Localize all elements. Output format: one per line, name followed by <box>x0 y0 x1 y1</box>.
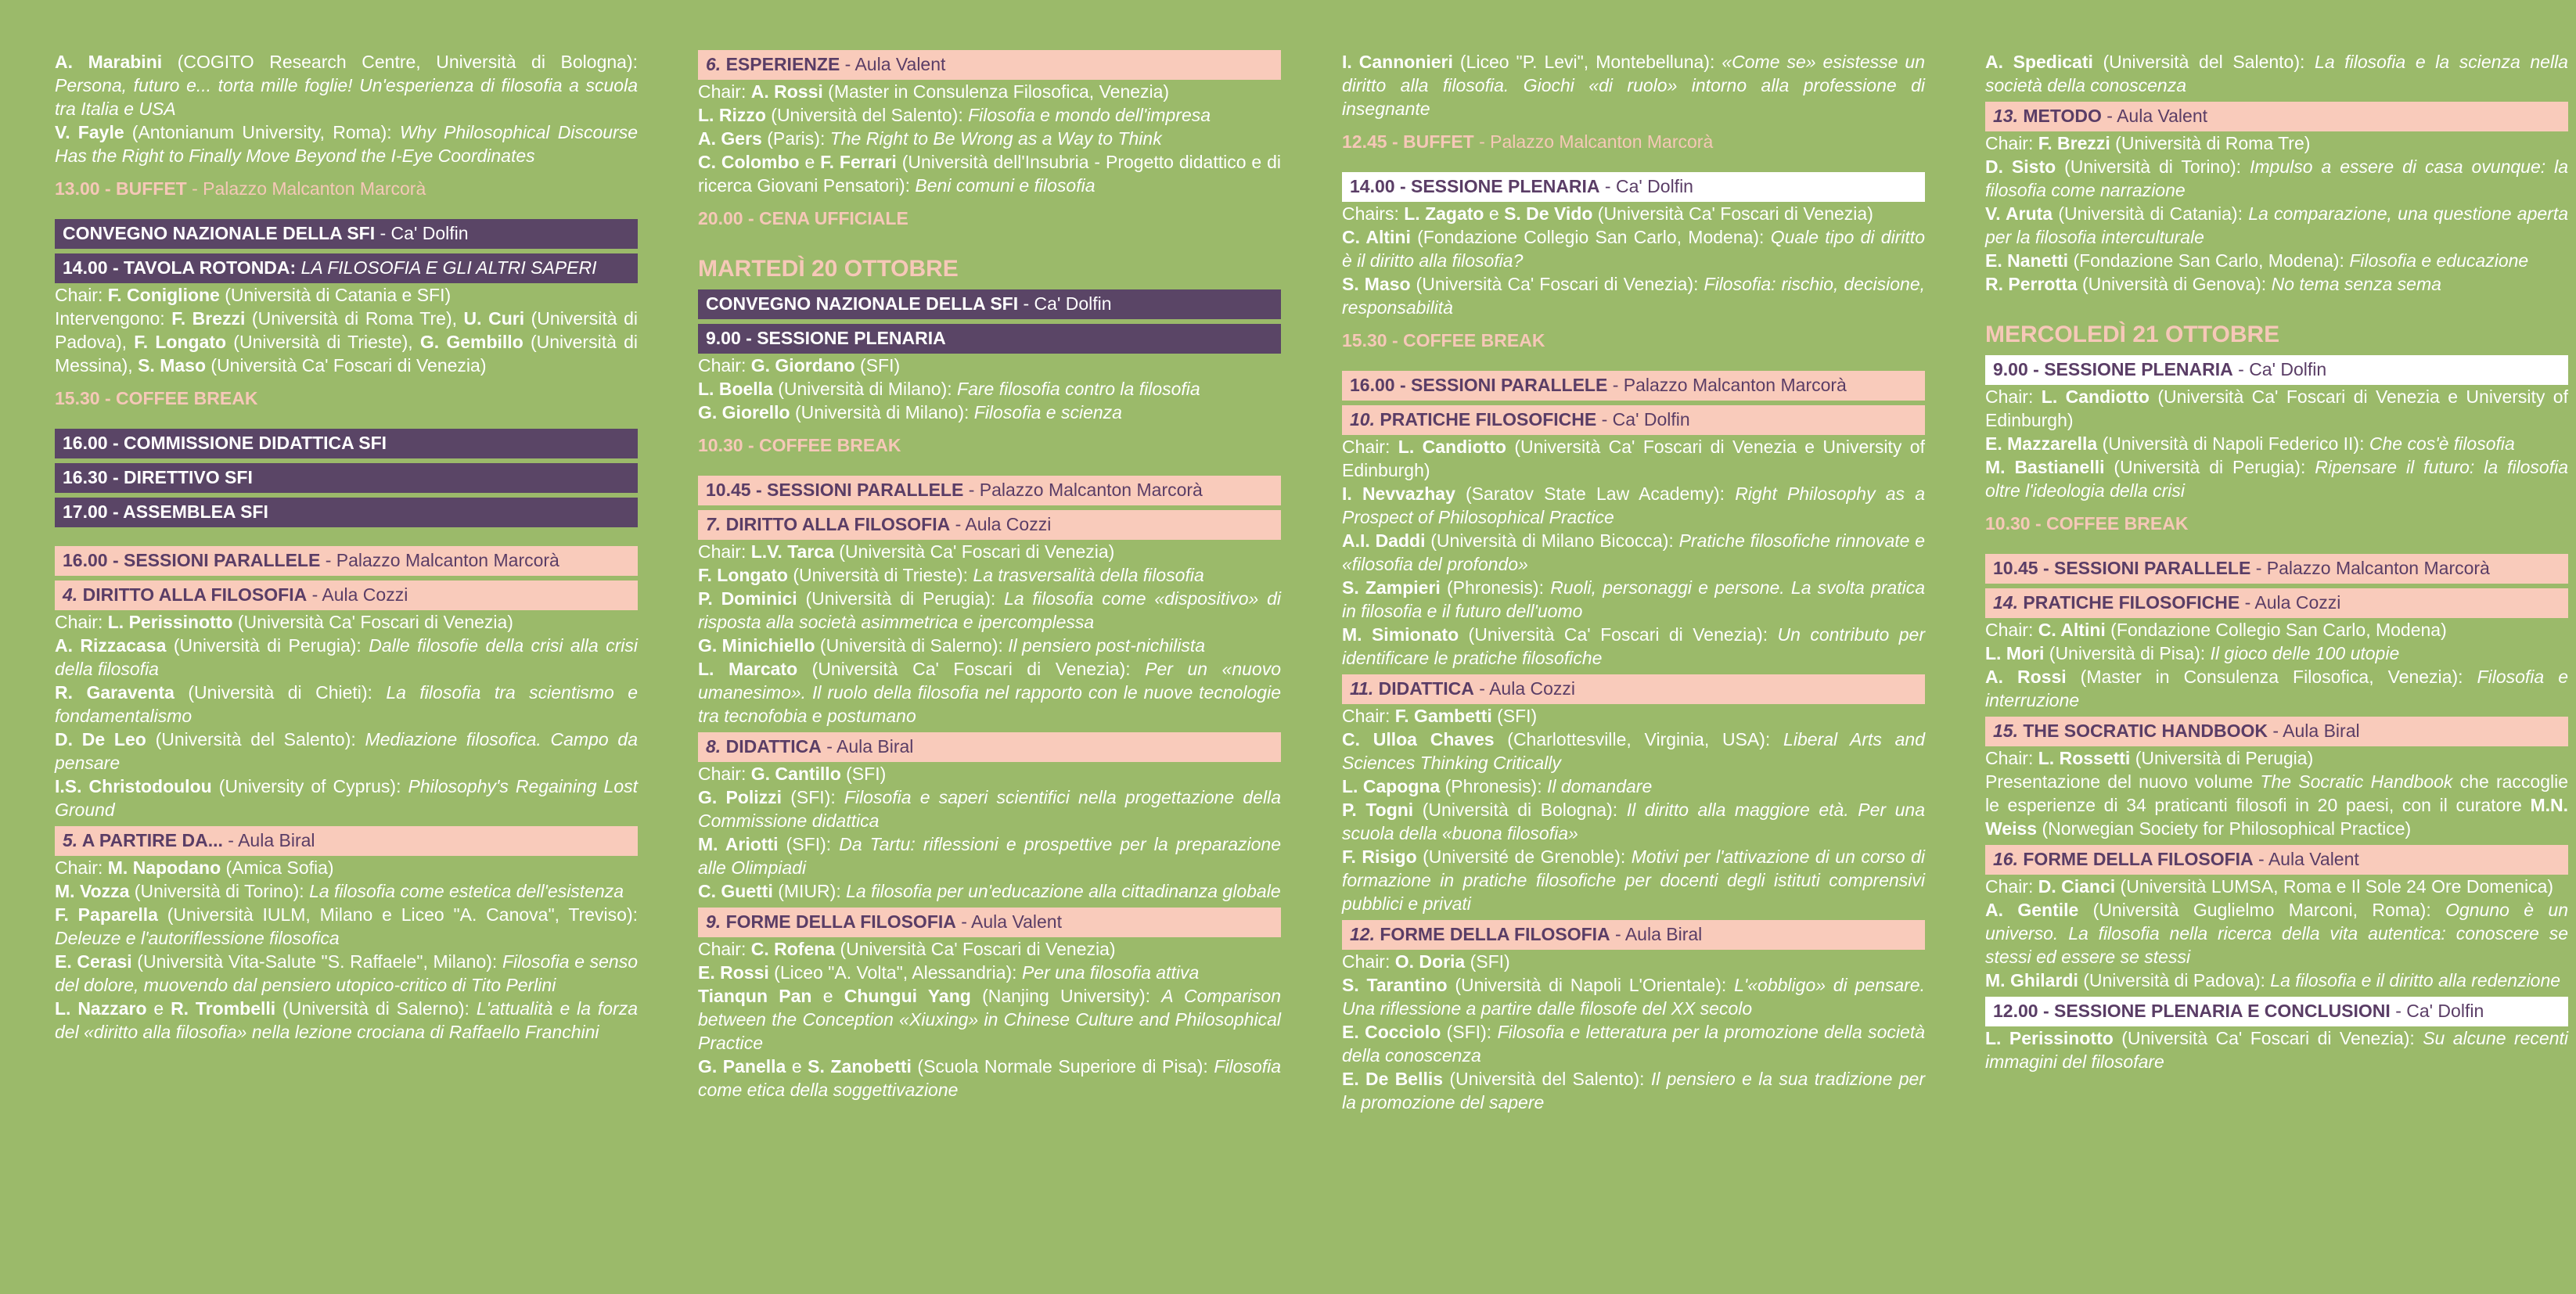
program-entry: V. Aruta (Università di Catania): La comparazione, una questione aperta per la filosofia interculturale <box>1985 203 2568 247</box>
program-entry: D. De Leo (Università del Salento): Mediazione filosofica. Campo da pensare <box>55 729 638 773</box>
spacer <box>1342 352 1925 371</box>
spacer <box>1342 153 1925 172</box>
session-heading: CONVEGNO NAZIONALE DELLA SFI - Ca' Dolfin <box>55 219 638 249</box>
program-entry: L. Mori (Università di Pisa): Il gioco delle 100 utopie <box>1985 643 2400 663</box>
program-entry: E. Mazzarella (Università di Napoli Federico II): Che cos'è filosofia <box>1985 433 2515 454</box>
session-heading: 16. FORME DELLA FILOSOFIA - Aula Valent <box>1985 845 2568 875</box>
program-entry: M. Bastianelli (Università di Perugia): Ripensare il futuro: la filosofia oltre l'ideologia della crisi <box>1985 457 2568 501</box>
session-heading: 4. DIRITTO ALLA FILOSOFIA - Aula Cozzi <box>55 581 638 610</box>
session-heading: 10.45 - SESSIONI PARALLELE - Palazzo Malcanton Marcorà <box>698 476 1281 505</box>
session-heading: 7. DIRITTO ALLA FILOSOFIA - Aula Cozzi <box>698 510 1281 540</box>
column-4 <box>1985 50 2568 1073</box>
program-entry: S. Tarantino (Università di Napoli L'Orientale): L'«obbligo» di pensare. Una riflessione a partire dalle filosofe del XX secolo <box>1342 975 1925 1019</box>
program-note: 15.30 - COFFEE BREAK <box>1342 330 1545 350</box>
program-entry: A. Spedicati (Università del Salento): La filosofia e la scienza nella società della conoscenza <box>1985 52 2568 95</box>
spacer <box>1985 502 2568 512</box>
program-entry: I. Nevvazhay (Saratov State Law Academy): Right Philosophy as a Prospect of Philosophical Practice <box>1342 483 1925 527</box>
session-heading: 16.00 - COMMISSIONE DIDATTICA SFI <box>55 429 638 458</box>
spacer <box>1985 296 2568 319</box>
session-heading: 8. DIDATTICA - Aula Biral <box>698 732 1281 762</box>
program-entry: A. Rizzacasa (Università di Perugia): Dalle filosofie della crisi alla crisi della filosofia <box>55 635 638 679</box>
session-heading: 9.00 - SESSIONE PLENARIA <box>698 324 1281 354</box>
session-heading: CONVEGNO NAZIONALE DELLA SFI - Ca' Dolfin <box>698 289 1281 319</box>
program-entry: G. Giorello (Università di Milano): Filosofia e scienza <box>698 402 1122 422</box>
program-entry: A. Gers (Paris): The Right to Be Wrong as a Way to Think <box>698 128 1162 149</box>
program-entry: G. Panella e S. Zanobetti (Scuola Normale Superiore di Pisa): Filosofia come etica della soggettivazione <box>698 1056 1281 1100</box>
program-entry: E. Cocciolo (SFI): Filosofia e letteratura per la promozione della società della conoscenza <box>1342 1022 1925 1066</box>
program-entry: R. Perrotta (Università di Genova): No tema senza sema <box>1985 274 2441 294</box>
program-entry: Tianqun Pan e Chungui Yang (Nanjing University): A Comparison between the Conception «Xiuxing» in Chinese Culture and Philosophical Practice <box>698 986 1282 1053</box>
program-entry: A.I. Daddi (Università di Milano Bicocca): Pratiche filosofiche rinnovate e «filosofia del profondo» <box>1342 530 1926 574</box>
program-entry: E. Nanetti (Fondazione San Carlo, Modena): Filosofia e educazione <box>1985 250 2529 271</box>
program-entry: L. Rizzo (Università del Salento): Filosofia e mondo dell'impresa <box>698 105 1211 125</box>
session-heading: 6. ESPERIENZE - Aula Valent <box>698 50 1281 80</box>
program-entry: C. Ulloa Chaves (Charlottesville, Virginia, USA): Liberal Arts and Sciences Thinking Critically <box>1342 729 1925 773</box>
session-heading: 16.00 - SESSIONI PARALLELE - Palazzo Malcanton Marcorà <box>55 546 638 576</box>
session-heading: 10. PRATICHE FILOSOFICHE - Ca' Dolfin <box>1342 405 1925 435</box>
session-heading: 16.30 - DIRETTIVO SFI <box>55 463 638 493</box>
spacer <box>55 167 638 177</box>
program-entry: Presentazione del nuovo volume The Socratic Handbook che raccoglie le esperienze di 34 praticanti filosofi in 20 paesi, con il curatore M.N. Weiss (Norwegian Society for Philosophical Practice) <box>1985 771 2568 839</box>
spacer <box>55 200 638 219</box>
program-entry: Chair: L.V. Tarca (Università Ca' Foscari di Venezia) <box>698 541 1115 562</box>
program-entry: I.S. Christodoulou (University of Cyprus): Philosophy's Regaining Lost Ground <box>55 776 639 820</box>
program-entry: F. Longato (Università di Trieste): La trasversalità della filosofia <box>698 565 1204 585</box>
program-entry: F. Risigo (Université de Grenoble): Motivi per l'attivazione di un corso di formazione in pratiche filosofiche per docenti degli istituti comprensivi pubblici e privati <box>1342 846 1925 914</box>
program-entry: M. Vozza (Università di Torino): La filosofia come estetica dell'esistenza <box>55 881 624 901</box>
program-entry: D. Sisto (Università di Torino): Impulso a essere di casa ovunque: la filosofia come narrazione <box>1985 156 2568 200</box>
program-entry: I. Cannonieri (Liceo "P. Levi", Montebelluna): «Come se» esistesse un diritto alla filosofia. Giochi «di ruolo» intorno alla professione di insegnante <box>1342 52 1926 119</box>
program-entry: L. Marcato (Università Ca' Foscari di Venezia): Per un «nuovo umanesimo». Il ruolo della filosofia nel rapporto con le nuove tecnologie tra tecnofobia e postumano <box>698 659 1281 726</box>
program-entry: Chair: F. Brezzi (Università di Roma Tre) <box>1985 133 2311 153</box>
spacer <box>698 197 1281 207</box>
program-entry: L. Nazzaro e R. Trombelli (Università di Salerno): L'attualità e la forza del «diritto alla filosofia» nella lezione crociana di Raffaello Franchini <box>55 998 639 1042</box>
session-heading: 5. A PARTIRE DA... - Aula Biral <box>55 826 638 856</box>
program-entry: P. Dominici (Università di Perugia): La filosofia come «dispositivo» di risposta alla società asimmetrica e ipercomplessa <box>698 588 1281 632</box>
program-entry: Chair: A. Rossi (Master in Consulenza Filosofica, Venezia) <box>698 81 1170 102</box>
program-entry: G. Minichiello (Università di Salerno): Il pensiero post-nichilista <box>698 635 1206 656</box>
program-entry: M. Ghilardi (Università di Padova): La filosofia e il diritto alla redenzione <box>1985 970 2561 990</box>
program-entry: Chair: O. Doria (SFI) <box>1342 951 1510 972</box>
column-3 <box>1342 50 1925 1114</box>
program-note: 13.00 - BUFFET - Palazzo Malcanton Marcorà <box>55 178 426 199</box>
program-entry: Chair: C. Rofena (Università Ca' Foscari di Venezia) <box>698 939 1116 959</box>
program-entry: Chair: F. Coniglione (Università di Catania e SFI) <box>55 285 452 305</box>
day-heading: MERCOLEDÌ 21 OTTOBRE <box>1985 322 2280 347</box>
spacer <box>698 424 1281 433</box>
program-entry: Chair: M. Napodano (Amica Sofia) <box>55 857 334 878</box>
program-entry: Chair: L. Perissinotto (Università Ca' Foscari di Venezia) <box>55 612 513 632</box>
program-entry: P. Togni (Università di Bologna): Il diritto alla maggiore età. Per una scuola della «buona filosofia» <box>1342 800 1925 843</box>
program-entry: M. Simionato (Università Ca' Foscari di Venezia): Un contributo per identificare le pratiche filosofiche <box>1342 624 1925 668</box>
session-heading: 9. FORME DELLA FILOSOFIA - Aula Valent <box>698 908 1281 937</box>
spacer <box>1985 535 2568 554</box>
program-entry: Chair: L. Candiotto (Università Ca' Foscari di Venezia e University of Edinburgh) <box>1342 437 1925 480</box>
spacer <box>55 377 638 386</box>
session-heading: 10.45 - SESSIONI PARALLELE - Palazzo Malcanton Marcorà <box>1985 554 2568 584</box>
column-2 <box>698 50 1281 1102</box>
program-entry: A. Marabini (COGITO Research Centre, Università di Bologna): Persona, futuro e... torta mille foglie! Un'esperienza di filosofia a scuola tra Italia e USA <box>55 52 638 119</box>
session-heading: 15. THE SOCRATIC HANDBOOK - Aula Biral <box>1985 717 2568 746</box>
program-entry: G. Polizzi (SFI): Filosofia e saperi scientifici nella progettazione della Commissione didattica <box>698 787 1281 831</box>
spacer <box>1342 319 1925 329</box>
program-entry: Chair: F. Gambetti (SFI) <box>1342 706 1538 726</box>
program-entry: V. Fayle (Antonianum University, Roma): Why Philosophical Discourse Has the Right to Finally Move Beyond the I-Eye Coordinates <box>55 122 638 166</box>
program-entry: C. Colombo e F. Ferrari (Università dell'Insubria - Progetto didattico e di ricerca Giovani Pensatori): Beni comuni e filosofia <box>698 152 1281 196</box>
session-heading: 11. DIDATTICA - Aula Cozzi <box>1342 674 1925 704</box>
program-entry: M. Ariotti (SFI): Da Tartu: riflessioni e prospettive per la preparazione alle Olimpiadi <box>698 834 1281 878</box>
program-entry: S. Zampieri (Phronesis): Ruoli, personaggi e persone. La svolta pratica in filosofia e il futuro dell'uomo <box>1342 577 1926 621</box>
session-heading: 14.00 - TAVOLA ROTONDA: LA FILOSOFIA E GLI ALTRI SAPERI <box>55 253 638 283</box>
spacer <box>698 230 1281 253</box>
program-entry: Chair: D. Cianci (Università LUMSA, Roma e Il Sole 24 Ore Domenica) <box>1985 876 2554 897</box>
program-entry: A. Rossi (Master in Consulenza Filosofica, Venezia): Filosofia e interruzione <box>1985 667 2569 710</box>
session-heading: 14.00 - SESSIONE PLENARIA - Ca' Dolfin <box>1342 172 1925 202</box>
program-entry: E. Rossi (Liceo "A. Volta", Alessandria): Per una filosofia attiva <box>698 962 1200 983</box>
program-entry: Intervengono: F. Brezzi (Università di Roma Tre), U. Curi (Università di Padova), F. Longato (Università di Trieste), G. Gembillo (Università di Messina), S. Maso (Università Ca' Foscari di Venezia) <box>55 308 638 376</box>
program-entry: Chair: L. Candiotto (Università Ca' Foscari di Venezia e University of Edinburgh) <box>1985 386 2568 430</box>
program-entry: Chair: L. Rossetti (Università di Perugia) <box>1985 748 2314 768</box>
session-heading: 12. FORME DELLA FILOSOFIA - Aula Biral <box>1342 920 1925 950</box>
program-entry: R. Garaventa (Università di Chieti): La filosofia tra scientismo e fondamentalismo <box>55 682 638 726</box>
program-note: 20.00 - CENA UFFICIALE <box>698 208 908 228</box>
session-heading: 9.00 - SESSIONE PLENARIA - Ca' Dolfin <box>1985 355 2568 385</box>
program-entry: S. Maso (Università Ca' Foscari di Venezia): Filosofia: rischio, decisione, responsabilità <box>1342 274 1926 318</box>
program-entry: Chair: C. Altini (Fondazione Collegio San Carlo, Modena) <box>1985 620 2447 640</box>
program-entry: C. Altini (Fondazione Collegio San Carlo, Modena): Quale tipo di diritto è il diritto alla filosofia? <box>1342 227 1925 271</box>
program-entry: Chair: G. Giordano (SFI) <box>698 355 901 376</box>
program-entry: L. Capogna (Phronesis): Il domandare <box>1342 776 1653 796</box>
program-entry: L. Boella (Università di Milano): Fare filosofia contro la filosofia <box>698 379 1200 399</box>
program-entry: Chair: G. Cantillo (SFI) <box>698 764 887 784</box>
program-entry: E. De Bellis (Università del Salento): Il pensiero e la sua tradizione per la promozione del sapere <box>1342 1069 1925 1112</box>
program-entry: E. Cerasi (Università Vita-Salute "S. Raffaele", Milano): Filosofia e senso del dolore, muovendo dal pensiero utopico-critico di Tito Perlini <box>55 951 638 995</box>
program-entry: L. Perissinotto (Università Ca' Foscari di Venezia): Su alcune recenti immagini del filosofare <box>1985 1028 2568 1072</box>
spacer <box>55 527 638 546</box>
program-note: 15.30 - COFFEE BREAK <box>55 388 258 408</box>
program-note: 10.30 - COFFEE BREAK <box>698 435 901 455</box>
session-heading: 12.00 - SESSIONE PLENARIA E CONCLUSIONI - Ca' Dolfin <box>1985 997 2568 1026</box>
program-entry: Chairs: L. Zagato e S. De Vido (Università Ca' Foscari di Venezia) <box>1342 203 1873 224</box>
column-1 <box>55 50 638 1044</box>
spacer <box>1342 120 1925 130</box>
day-heading: MARTEDÌ 20 OTTOBRE <box>698 256 959 282</box>
program-note: 10.30 - COFFEE BREAK <box>1985 513 2189 534</box>
spacer <box>55 410 638 429</box>
session-heading: 14. PRATICHE FILOSOFICHE - Aula Cozzi <box>1985 588 2568 618</box>
session-heading: 17.00 - ASSEMBLEA SFI <box>55 498 638 527</box>
program-entry: C. Guetti (MIUR): La filosofia per un'educazione alla cittadinanza globale <box>698 881 1281 901</box>
session-heading: 13. METODO - Aula Valent <box>1985 102 2568 131</box>
program-entry: F. Paparella (Università IULM, Milano e Liceo "A. Canova", Treviso): Deleuze e l'autoriflessione filosofica <box>55 904 638 948</box>
session-heading: 16.00 - SESSIONI PARALLELE - Palazzo Malcanton Marcorà <box>1342 371 1925 401</box>
program-entry: A. Gentile (Università Guglielmo Marconi, Roma): Ognuno è un universo. La filosofia nella ricerca della vita autentica: conoscere se stessi ed essere se stessi <box>1985 900 2568 967</box>
program-note: 12.45 - BUFFET - Palazzo Malcanton Marcorà <box>1342 131 1714 152</box>
spacer <box>698 457 1281 476</box>
